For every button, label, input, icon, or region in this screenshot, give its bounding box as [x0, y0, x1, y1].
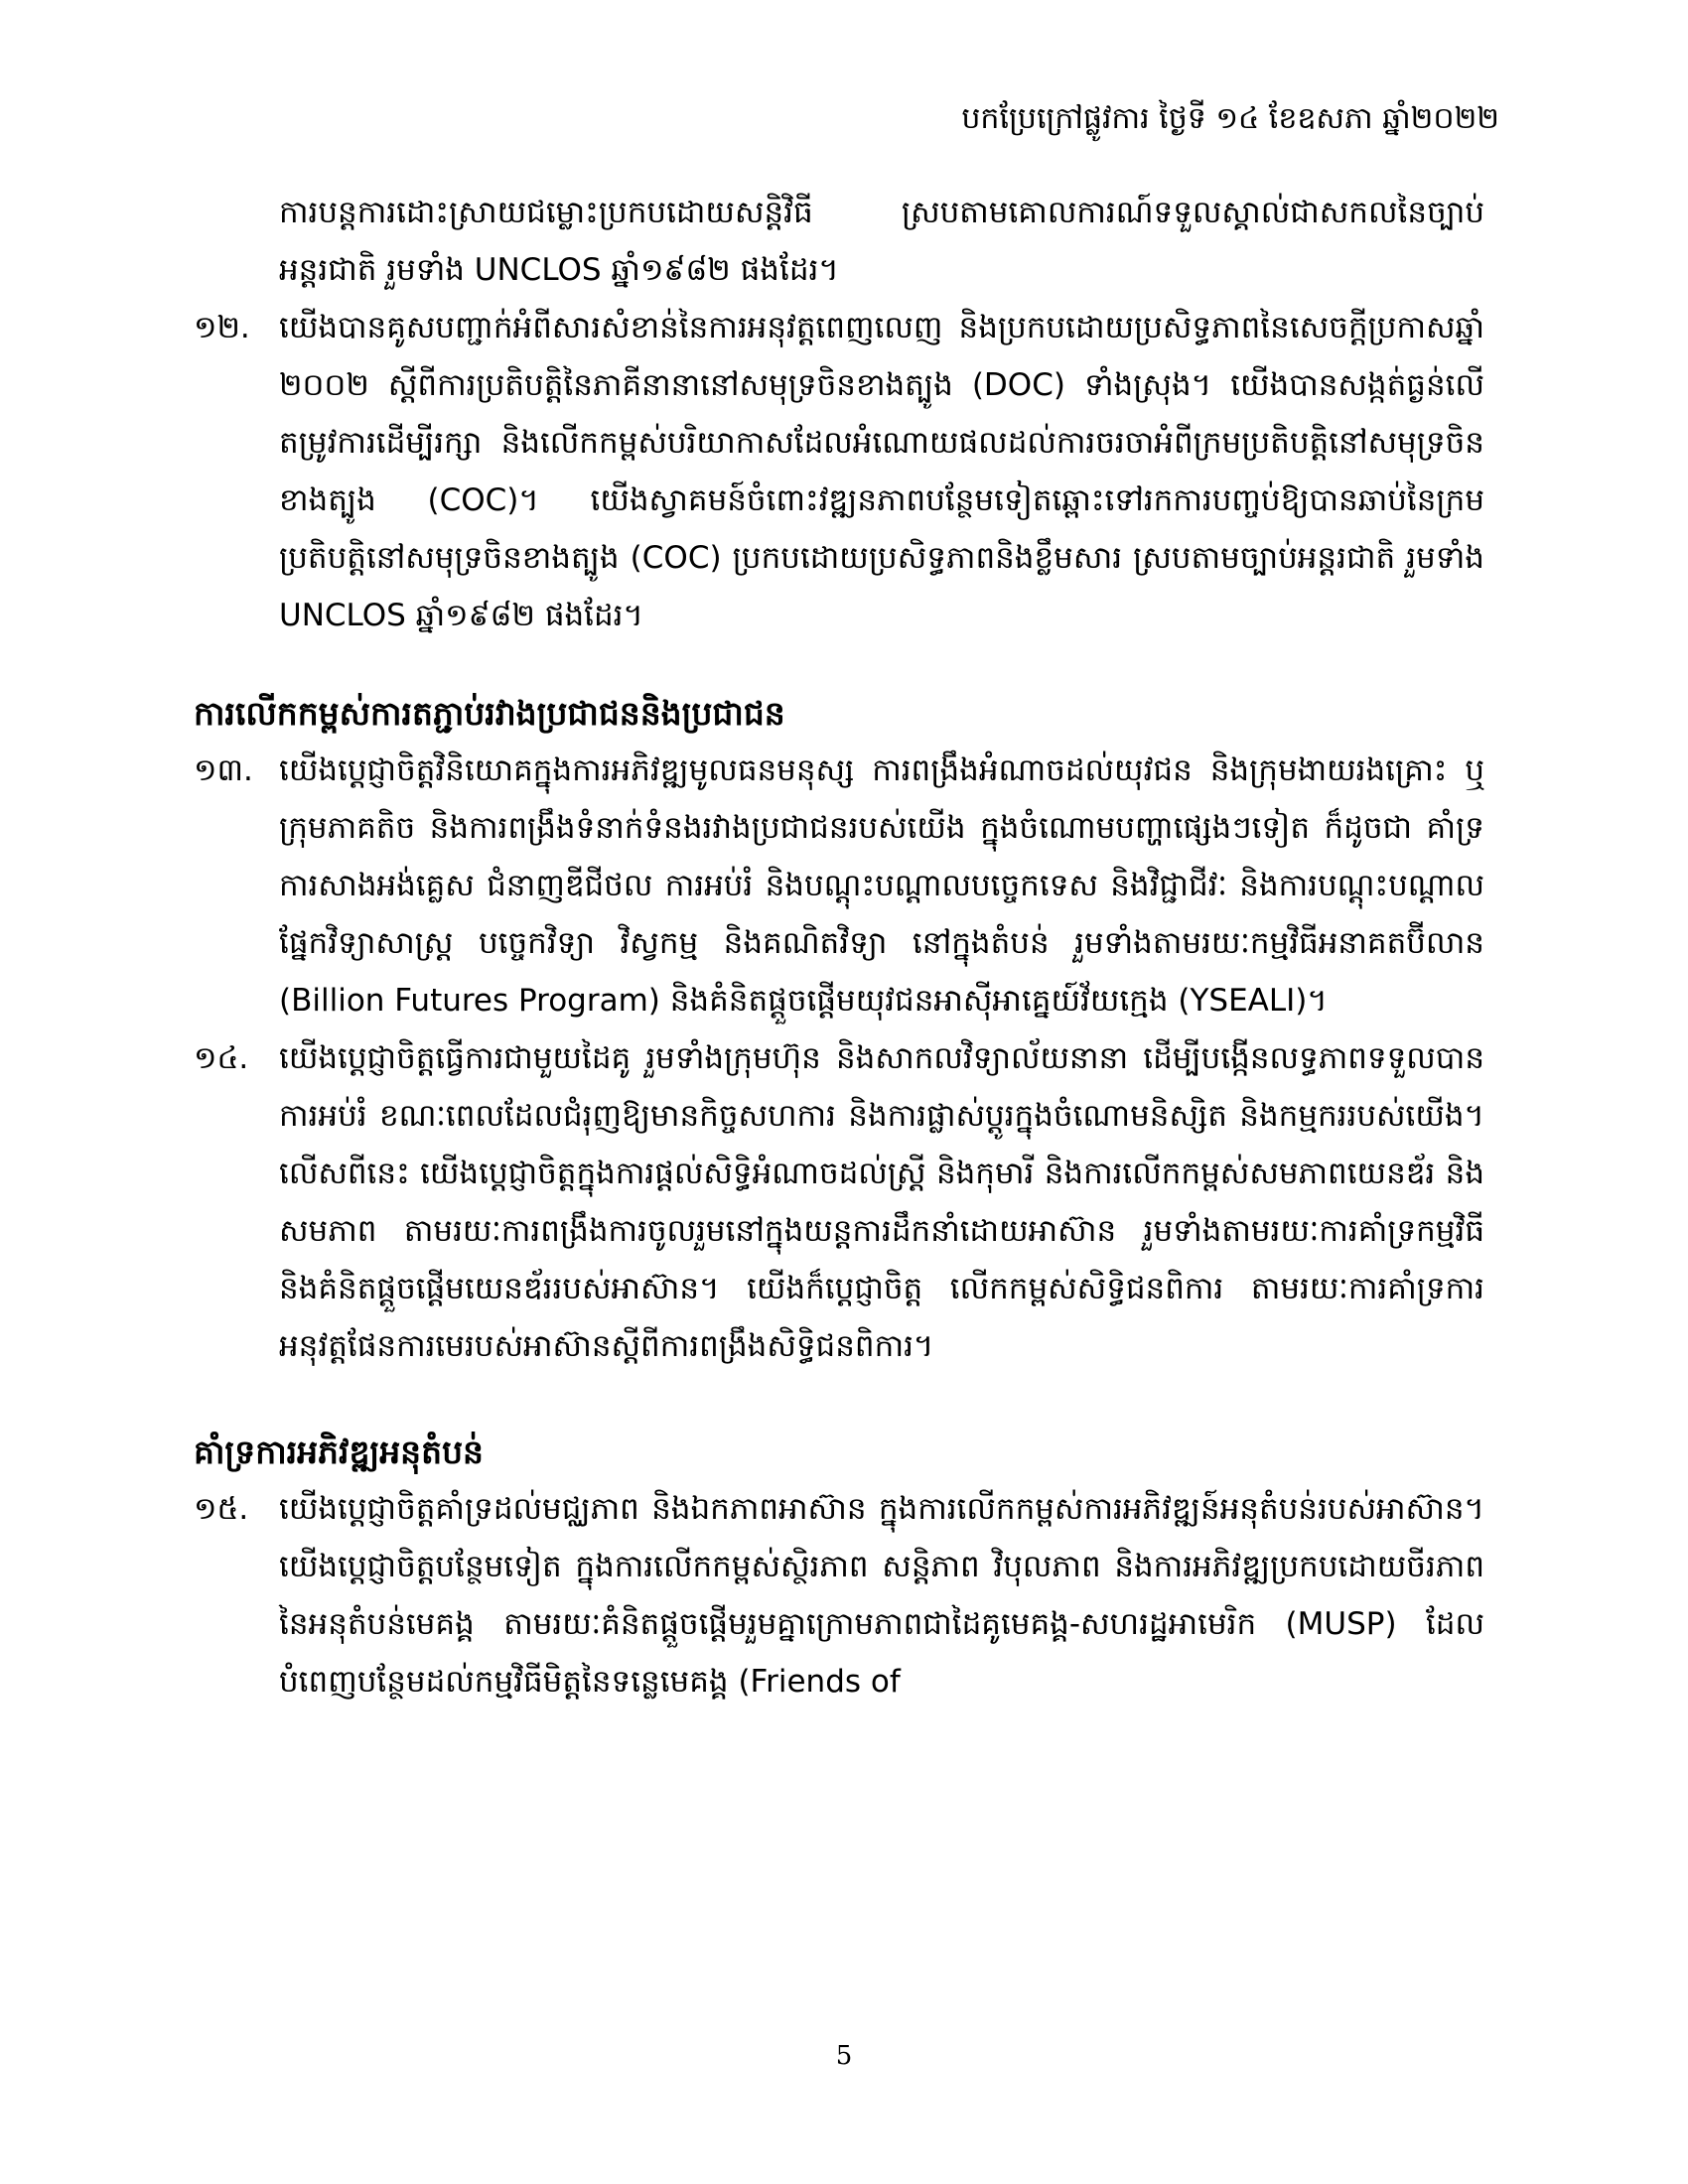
paragraph-number: ១៤. — [194, 1040, 249, 1076]
paragraph-text: យើងប្តេជ្ញាចិត្តវិនិយោគក្នុងការអភិវឌ្ឍមូលធនមនុស្ស ការពង្រឹងអំណាចដល់យុវជន និងក្រុមងាយរងគ្រោះ ឬក្រុមភាគតិច និងការពង្រឹងទំនាក់ទំនងរវាងប្រជាជនរបស់យើង ក្នុងចំណោមបញ្ហាផ្សេងៗទៀត ក៏ដូចជា គាំទ្រការសាងអង់គ្លេស ជំនាញឌីជីថល ការអប់រំ និងបណ្តុះបណ្តាលបច្ចេកទេស និងវិជ្ជាជីវៈ និងការបណ្តុះបណ្តាលផ្នែកវិទ្យាសាស្ត្រ បច្ចេកវិទ្យា វិស្វកម្ម និងគណិតវិទ្យា នៅក្នុងតំបន់ រួមទាំងតាមរយៈកម្មវិធីអនាគតប៊ីលាន (Billion Futures Program) និងគំនិតផ្តួចផ្តើមយុវជនអាស៊ីអាគ្នេយ៍វ័យក្មេង (YSEALI)។ — [279, 752, 1484, 1019]
paragraph-14 — [194, 1029, 1484, 1375]
page-header: បកប្រែក្រៅផ្លូវការ ថ្ងៃទី ១៤ ខែឧសភា ឆ្នាំ២០២២ — [961, 101, 1499, 136]
paragraph-number: ១៣. — [194, 752, 253, 788]
paragraph-number: ១៥. — [194, 1491, 249, 1527]
section-heading-people-to-people: ការលើកកម្ពស់ការតភ្ជាប់រវាងប្រជាជននិងប្រជាជន — [194, 694, 785, 733]
paragraph-number: ១២. — [194, 310, 250, 345]
paragraph-text: យើងប្តេជ្ញាចិត្តធ្វើការជាមួយដៃគូ រួមទាំងក្រុមហ៊ុន និងសាកលវិទ្យាល័យនានា ដើម្បីបង្កើនលទ្ធភាពទទួលបានការអប់រំ ខណៈពេលដែលជំរុញឱ្យមានកិច្ចសហការ និងការផ្លាស់ប្តូរក្នុងចំណោមនិស្សិត និងកម្មកររបស់យើង។ លើសពីនេះ យើងប្តេជ្ញាចិត្តក្នុងការផ្តល់សិទ្ធិអំណាចដល់ស្ត្រី និងកុមារី និងការលើកកម្ពស់សមភាពយេនឌ័រ និងសមភាព តាមរយៈការពង្រឹងការចូលរួមនៅក្នុងយន្តការដឹកនាំដោយអាស៊ាន រួមទាំងតាមរយៈការគាំទ្រកម្មវិធី និងគំនិតផ្តួចផ្តើមយេនឌ័ររបស់អាស៊ាន។ យើងក៏ប្តេជ្ញាចិត្ត លើកកម្ពស់សិទ្ធិជនពិការ តាមរយៈការគាំទ្រការអនុវត្តផែនការមេរបស់អាស៊ានស្តីពីការពង្រឹងសិទ្ធិជនពិការ។ — [279, 1040, 1484, 1364]
paragraph-text: យើងប្តេជ្ញាចិត្តគាំទ្រដល់មជ្ឈភាព និងឯកភាពអាស៊ាន ក្នុងការលើកកម្ពស់ការអភិវឌ្ឍន៍អនុតំបន់របស់អាស៊ាន។ យើងប្តេជ្ញាចិត្តបន្ថែមទៀត ក្នុងការលើកកម្ពស់ស្ថិរភាព សន្តិភាព វិបុលភាព និងការអភិវឌ្ឍប្រកបដោយចីរភាពនៃអនុតំបន់មេគង្គ តាមរយៈគំនិតផ្តួចផ្តើមរួមគ្នាក្រោមភាពជាដៃគូមេគង្គ-សហរដ្ឋអាមេរិក (MUSP) ដែលបំពេញបន្ថែមដល់កម្មវិធីមិត្តនៃទន្លេមេគង្គ (Friends of — [279, 1491, 1484, 1700]
continuation-paragraph: ការបន្តការដោះស្រាយជម្លោះប្រកបដោយសន្តិវិធី ស្របតាមគោលការណ៍ទទួលស្គាល់ជាសកលនៃច្បាប់អន្តរជាតិ រួមទាំង UNCLOS ឆ្នាំ១៩៨២ ផងដែរ។ — [279, 195, 1484, 288]
paragraph-text: យើងបានគូសបញ្ជាក់អំពីសារសំខាន់នៃការអនុវត្តពេញលេញ និងប្រកបដោយប្រសិទ្ធភាពនៃសេចក្តីប្រកាសឆ្នាំ ២០០២ ស្តីពីការប្រតិបត្តិនៃភាគីនានានៅសមុទ្រចិនខាងត្បូង (DOC) ទាំងស្រុង។ យើងបានសង្កត់ធ្ងន់លើតម្រូវការដើម្បីរក្សា និងលើកកម្ពស់បរិយាកាសដែលអំណោយផលដល់ការចរចាអំពីក្រមប្រតិបត្តិនៅសមុទ្រចិនខាងត្បូង (COC)។ យើងស្វាគមន៍ចំពោះវឌ្ឍនភាពបន្ថែមទៀតឆ្ពោះទៅរកការបញ្ចប់ឱ្យបានឆាប់នៃក្រមប្រតិបត្តិនៅសមុទ្រចិនខាងត្បូង (COC) ប្រកបដោយប្រសិទ្ធភាពនិងខ្លឹមសារ ស្របតាមច្បាប់អន្តរជាតិ រួមទាំង UNCLOS ឆ្នាំ១៩៨២ ផងដែរ។ — [279, 310, 1484, 633]
document-body — [194, 184, 1484, 1710]
paragraph-12 — [194, 299, 1484, 644]
paragraph-15 — [194, 1480, 1484, 1710]
page-number: 5 — [835, 2041, 853, 2071]
section-heading-subregional-development: គាំទ្រការអភិវឌ្ឍអនុតំបន់ — [194, 1433, 484, 1471]
paragraph-13 — [194, 742, 1484, 1029]
